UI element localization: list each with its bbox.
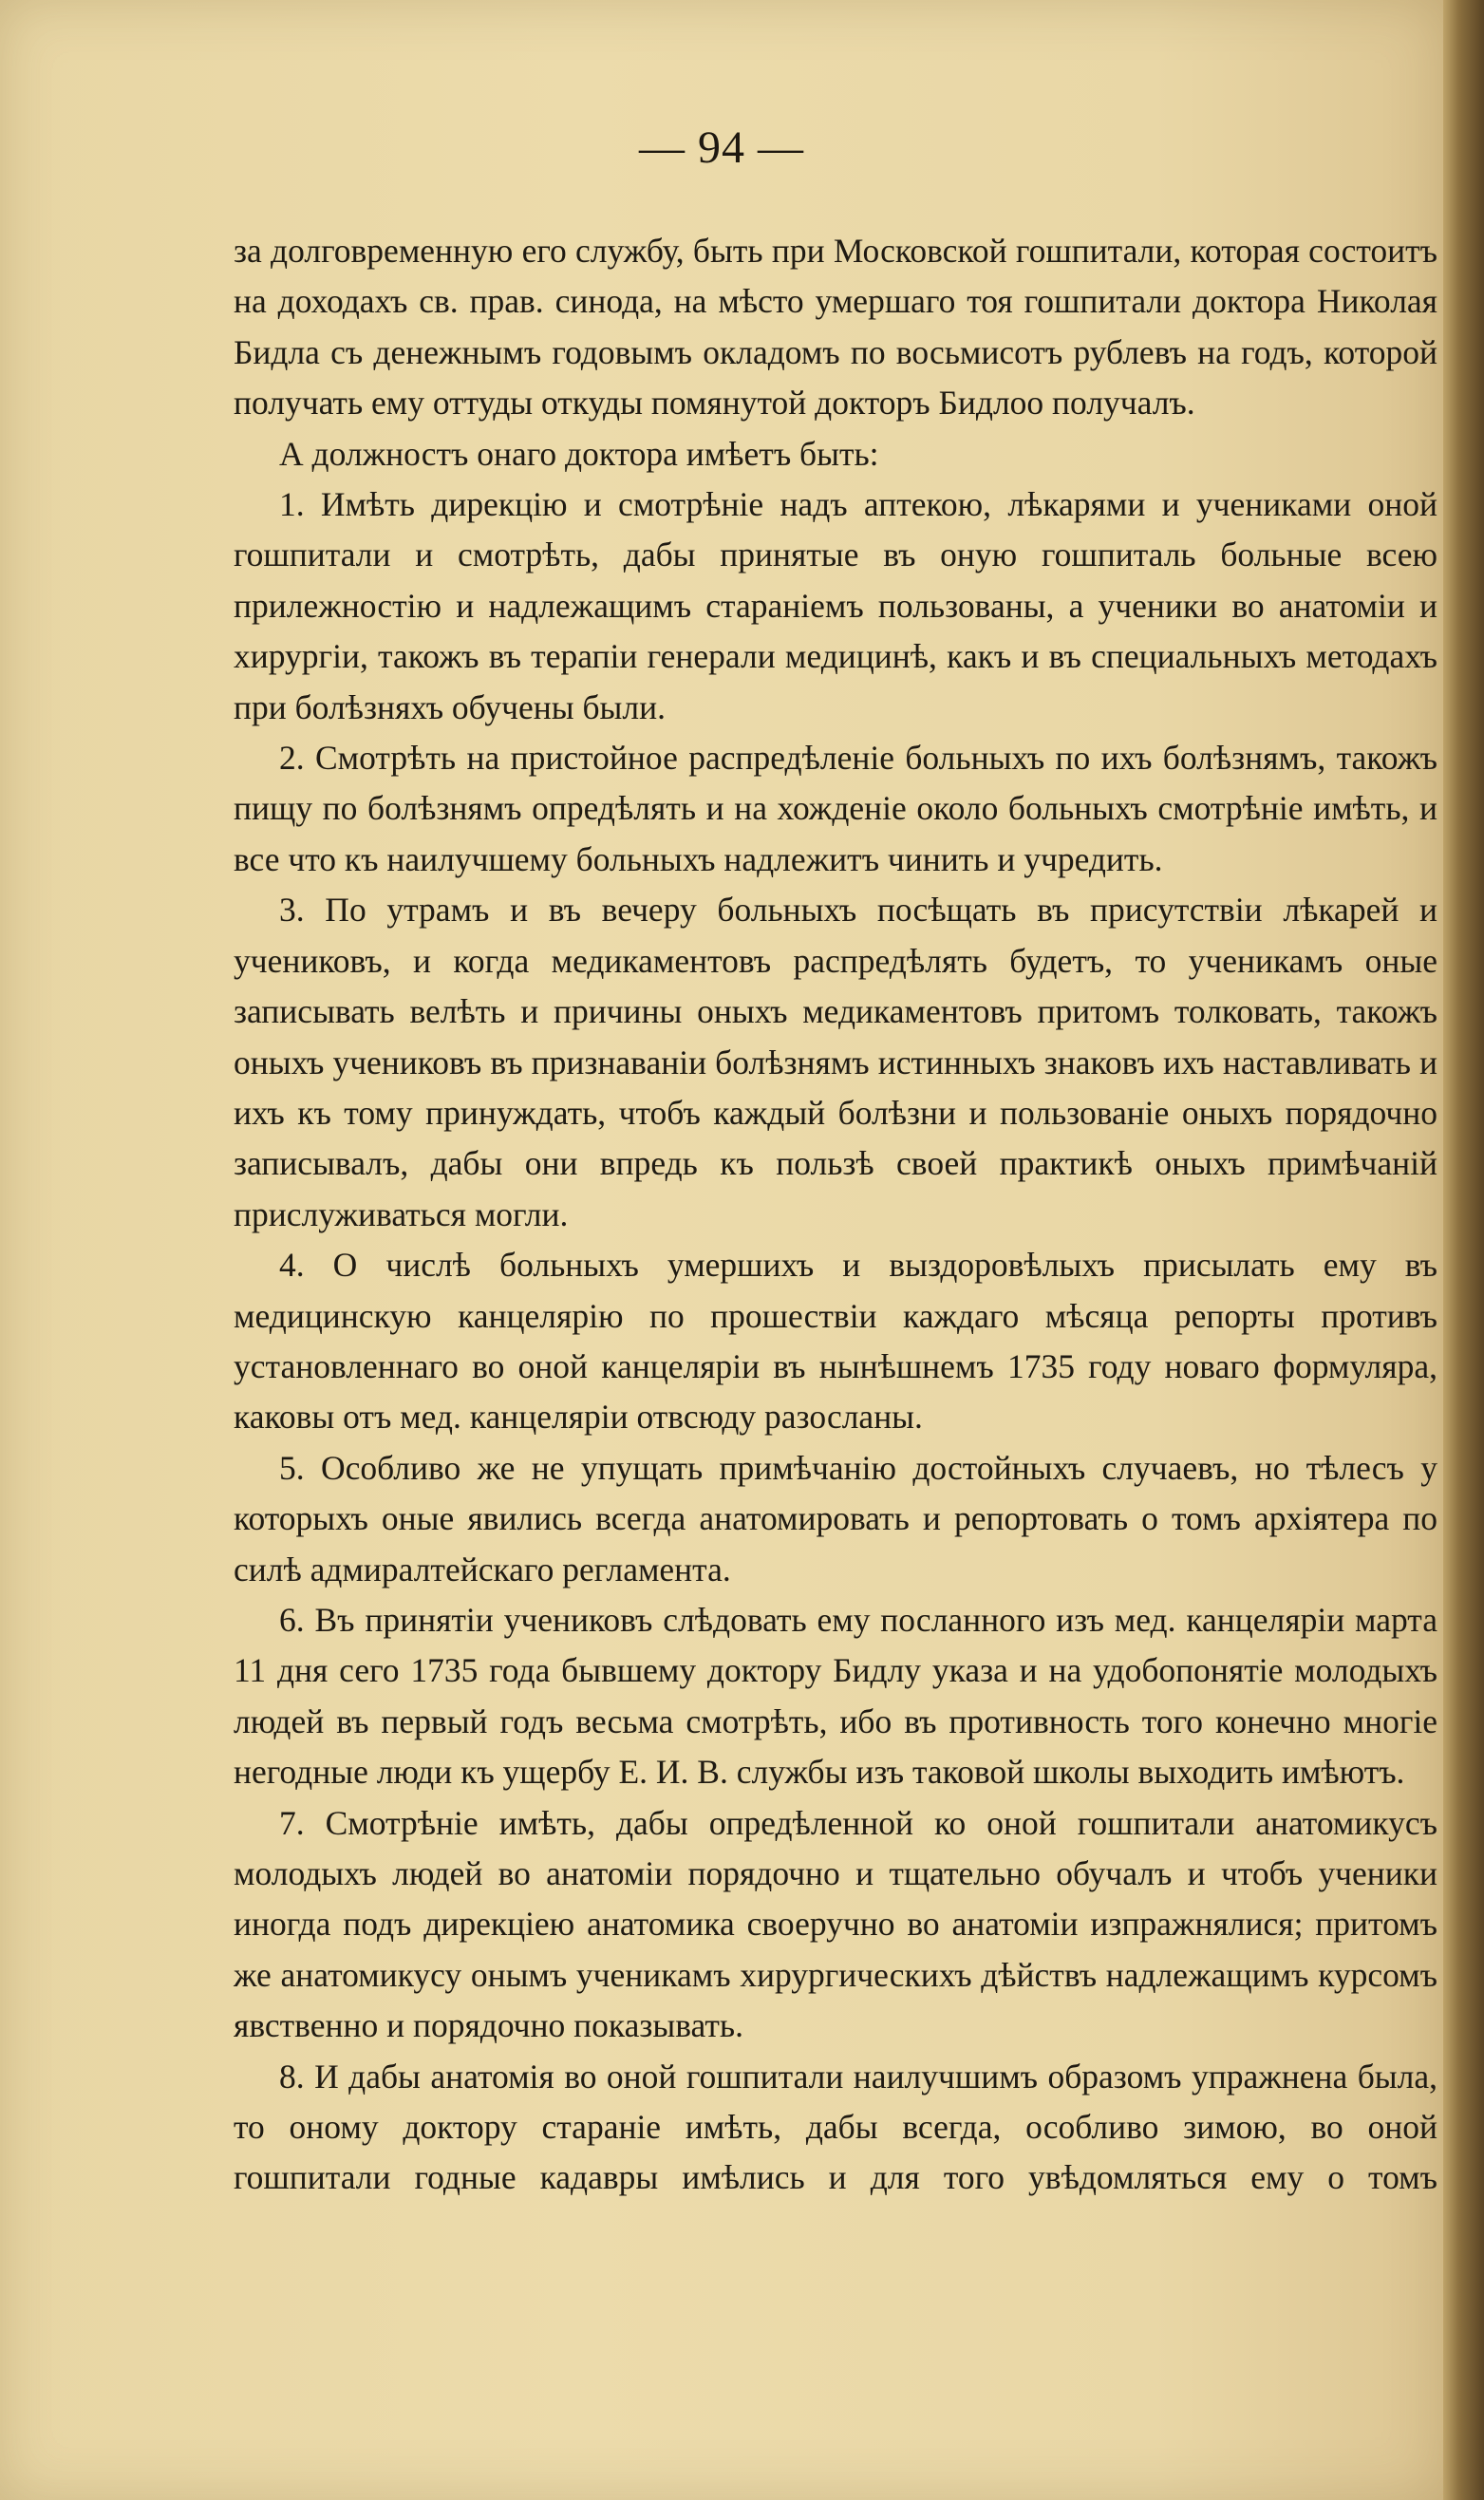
paragraph-continuation: за долговременную его службу, быть при Московской гошпитали, которая состоитъ на доходахъ св. прав. синода, на мѣсто умершаго тоя гошпитали доктора Николая Бидла съ денежнымъ годовымъ окладомъ по восьмисотъ рублевъ на годъ, которой получать ему оттуды откуды помянутой докторъ Бидлоо получалъ.: [234, 232, 1437, 423]
paragraph-item-6: 6. Въ принятіи учениковъ слѣдовать ему посланного изъ мед. канцеляріи марта 11 дня сего 1735 года бывшему доктору Бидлу указа и на удобопонятіе молодыхъ людей въ первый годъ весьма смотрѣть, ибо въ противность того конечно многіе негодные люди къ ущербу Е. И. В. службы изъ таковой школы выходить имѣютъ.: [234, 1600, 1437, 1792]
paragraph-item-3: 3. По утрамъ и въ вечеру больныхъ посѣщать въ присутствіи лѣкарей и учениковъ, и когда медикаментовъ распредѣлять будетъ, то ученикамъ оные записывать велѣть и причины оныхъ медикаментовъ притомъ толковать, такожъ оныхъ учениковъ въ признаваніи болѣзнямъ истинныхъ знаковъ ихъ наставливать и ихъ къ тому принуждать, чтобъ каждый болѣзни и пользованіе оныхъ порядочно записывалъ, дабы они впредь къ пользѣ своей практикѣ оныхъ примѣчаній прислуживаться могли.: [234, 891, 1437, 1233]
paragraph-item-2: 2. Смотрѣть на пристойное распредѣленіе больныхъ по ихъ болѣзнямъ, такожъ пищу по болѣзнямъ опредѣлять и на хожденіе около больныхъ смотрѣніе имѣть, и все что къ наилучшему больныхъ надлежитъ чинить и учредить.: [234, 739, 1437, 878]
page-number: — 94 —: [639, 122, 804, 173]
paragraph-item-7: 7. Смотрѣніе имѣть, дабы опредѣленной ко оной гошпитали анатомикусъ молодыхъ людей во анатоміи порядочно и тщательно обучалъ и чтобъ ученики иногда подъ дирекціею анатомика своеручно во анатоміи изпражнялися; притомъ же анатомикусу онымъ ученикамъ хирургическихъ дѣйствъ надлежащимъ курсомъ явственно и порядочно показывать.: [234, 1803, 1437, 2045]
body-text: [234, 226, 1437, 2204]
paragraph-item-5: 5. Особливо же не упущать примѣчанію достойныхъ случаевъ, но тѣлесъ у которыхъ оные явились всегда анатомировать и репортовать о томъ архіятера по силѣ адмиралтейскаго регламента.: [234, 1448, 1437, 1588]
paragraph-item-8: 8. И дабы анатомія во оной гошпитали наилучшимъ образомъ упражнена была, то оному доктору стараніе имѣть, дабы всегда, особливо зимою, во оной гошпитали годные кадавры имѣлись и для того увѣдомляться ему о томъ: [234, 2057, 1437, 2197]
paragraph-item-1: 1. Имѣть дирекцію и смотрѣніе надъ аптекою, лѣкарями и учениками оной гошпитали и смотрѣть, дабы принятые въ оную гошпиталь больные всею прилежностію и надлежащимъ стараніемъ пользованы, а ученики во анатоміи и хирургіи, такожъ въ терапіи генерали медицинѣ, какъ и въ специальныхъ методахъ при болѣзняхъ обучены были.: [234, 485, 1437, 726]
paragraph-item-4: 4. О числѣ больныхъ умершихъ и выздоровѣлыхъ присылать ему въ медицинскую канцелярію по прошествіи каждаго мѣсяца репорты противъ установленнаго во оной канцеляріи въ нынѣшнемъ 1735 году новаго формуляра, каковы отъ мед. канцеляріи отвсюду разосланы.: [234, 1246, 1437, 1437]
book-page-edge: [1443, 0, 1484, 2500]
paragraph-duties-intro: А должностъ онаго доктора имѣетъ быть:: [279, 434, 879, 473]
